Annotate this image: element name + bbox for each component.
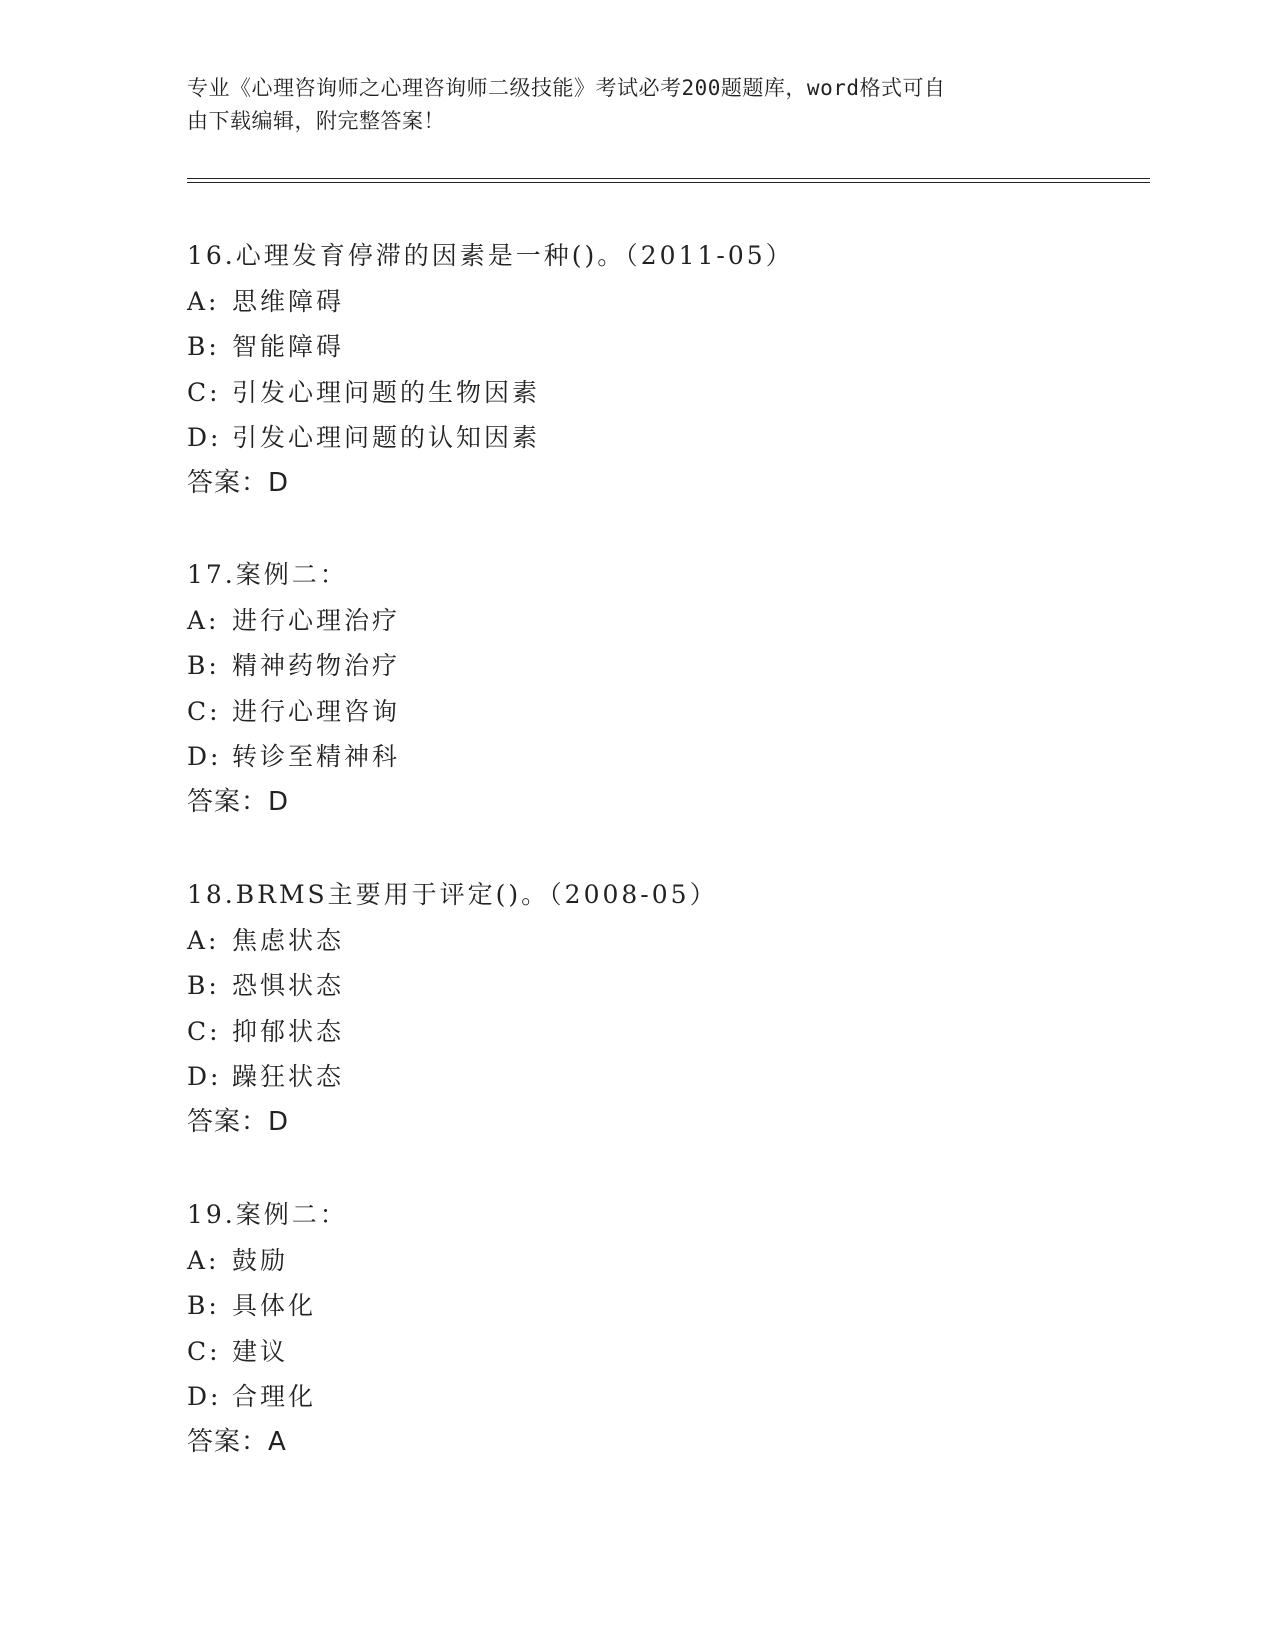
answer-line: 答案：D xyxy=(187,467,290,498)
option-letter: B: xyxy=(187,1291,220,1320)
option-letter: A: xyxy=(187,286,220,316)
option-letter: C: xyxy=(187,1016,221,1046)
option-c xyxy=(187,370,1087,416)
document-header xyxy=(187,72,1067,138)
header-line-2: 由下载编辑，附完整答案！ xyxy=(187,109,445,133)
option-text: 思维障碍 xyxy=(232,286,345,316)
header-divider-bottom xyxy=(187,182,1150,183)
question-title: 19.案例二： xyxy=(187,1200,348,1229)
option-letter: D: xyxy=(187,1062,222,1091)
option-text: 转诊至精神科 xyxy=(232,742,401,771)
option-text: 引发心理问题的生物因素 xyxy=(232,377,541,407)
option-letter: B: xyxy=(187,332,220,361)
option-text: 进行心理治疗 xyxy=(232,605,401,635)
option-letter: D: xyxy=(187,423,222,452)
option-text: 引发心理问题的认知因素 xyxy=(232,423,541,452)
option-text: 合理化 xyxy=(232,1382,317,1411)
option-letter: D: xyxy=(187,1382,222,1411)
option-d xyxy=(187,734,1087,780)
option-text: 建议 xyxy=(232,1336,289,1366)
question-title: 18.BRMS主要用于评定()。（2008-05） xyxy=(187,880,718,909)
option-letter: A: xyxy=(187,1245,220,1275)
option-b xyxy=(187,643,1087,689)
option-d xyxy=(187,415,1087,461)
option-text: 精神药物治疗 xyxy=(232,651,401,680)
answer-line: 答案：D xyxy=(187,786,290,817)
answer-line: 答案：D xyxy=(187,1106,290,1137)
question-18 xyxy=(187,872,1087,1145)
option-text: 躁狂状态 xyxy=(232,1062,345,1091)
option-d xyxy=(187,1374,1087,1420)
question-title: 17.案例二： xyxy=(187,560,348,589)
option-text: 智能障碍 xyxy=(232,332,345,361)
option-letter: A: xyxy=(187,605,220,635)
option-text: 抑郁状态 xyxy=(232,1016,345,1046)
option-c xyxy=(187,1329,1087,1375)
option-a xyxy=(187,1238,1087,1284)
option-letter: C: xyxy=(187,696,221,726)
option-letter: C: xyxy=(187,377,221,407)
question-title: 16.心理发育停滞的因素是一种()。（2011-05） xyxy=(187,241,794,270)
answer-line: 答案：A xyxy=(187,1426,287,1457)
option-text: 鼓励 xyxy=(232,1245,289,1275)
option-letter: A: xyxy=(187,925,220,955)
option-d xyxy=(187,1054,1087,1100)
option-a xyxy=(187,598,1087,644)
header-divider-top xyxy=(187,178,1150,179)
option-c xyxy=(187,1009,1087,1055)
option-b xyxy=(187,324,1087,370)
header-line-1: 专业《心理咨询师之心理咨询师二级技能》考试必考200题题库，word格式可自 xyxy=(187,76,946,100)
option-letter: C: xyxy=(187,1336,221,1366)
question-19 xyxy=(187,1192,1087,1465)
option-b xyxy=(187,1283,1087,1329)
option-a xyxy=(187,279,1087,325)
option-text: 进行心理咨询 xyxy=(232,696,401,726)
option-a xyxy=(187,918,1087,964)
option-c xyxy=(187,689,1087,735)
option-letter: B: xyxy=(187,971,220,1000)
option-letter: D: xyxy=(187,742,222,771)
option-text: 恐惧状态 xyxy=(232,971,345,1000)
option-text: 焦虑状态 xyxy=(232,925,345,955)
option-b xyxy=(187,963,1087,1009)
question-16 xyxy=(187,233,1087,506)
question-17 xyxy=(187,552,1087,825)
option-text: 具体化 xyxy=(232,1291,317,1320)
option-letter: B: xyxy=(187,651,220,680)
